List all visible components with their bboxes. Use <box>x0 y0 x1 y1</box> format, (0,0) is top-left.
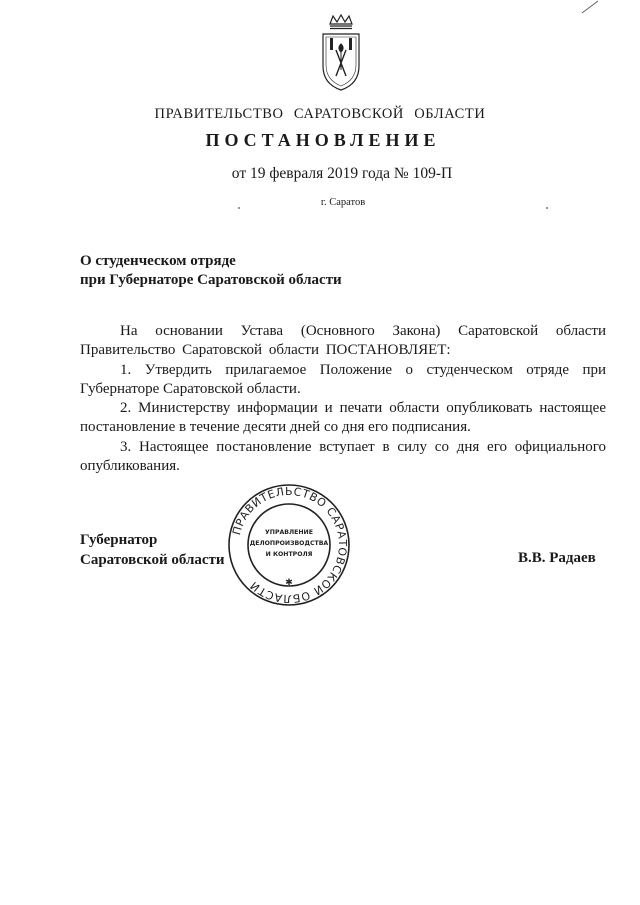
signatory-title <box>80 530 225 570</box>
seal-inner-line-1: УПРАВЛЕНИЕ <box>265 529 313 536</box>
seal-outer-text: ПРАВИТЕЛЬСТВО САРАТОВСКОЙ ОБЛАСТИ <box>230 484 350 606</box>
scan-mark-line <box>580 0 600 14</box>
subject-line-1: О студенческом отряде <box>80 253 236 269</box>
seal-star-icon: ✱ <box>285 578 293 588</box>
signatory-name: В.В. Радаев <box>518 550 596 566</box>
preamble-paragraph: На основании Устава (Основного Закона) Саратовской области Правительство Саратовской области ПОСТАНОВЛЯЕТ: <box>80 323 606 359</box>
document-subject <box>80 252 342 290</box>
item-3-paragraph: 3. Настоящее постановление вступает в силу со дня его официального опубликования. <box>80 438 606 475</box>
subject-line-2: при Губернаторе Саратовской области <box>80 272 342 288</box>
document-body <box>80 322 606 476</box>
organization-name: ПРАВИТЕЛЬСТВО САРАТОВСКОЙ ОБЛАСТИ <box>154 106 486 122</box>
signatory-title-line-1: Губернатор <box>80 532 158 548</box>
scan-speck <box>238 207 240 209</box>
coat-of-arms-icon <box>318 14 364 92</box>
document-type: ПОСТАНОВЛЕНИЕ <box>205 130 441 150</box>
document-date-number: от 19 февраля 2019 года № 109-П <box>231 165 453 182</box>
item-1-paragraph: 1. Утвердить прилагаемое Положение о студенческом отряде при Губернаторе Саратовской области. <box>80 361 606 397</box>
scan-speck <box>546 207 548 209</box>
official-seal-stamp <box>226 482 352 608</box>
seal-inner-line-3: И КОНТРОЛЯ <box>265 551 313 558</box>
signatory-title-line-2: Саратовской области <box>80 552 225 568</box>
document-city: г. Саратов <box>320 197 366 208</box>
item-2-paragraph: 2. Министерству информации и печати области опубликовать настоящее постановление в течение десяти дней со дня его подписания. <box>80 400 606 436</box>
seal-inner-line-2: ДЕЛОПРОИЗВОДСТВА <box>249 540 329 547</box>
